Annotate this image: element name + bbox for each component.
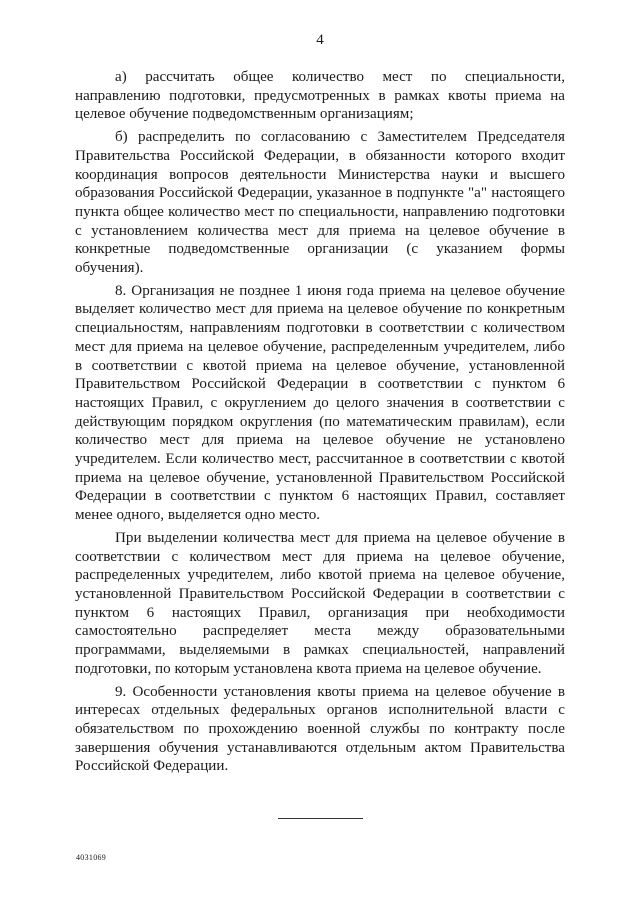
paragraph-point-9: 9. Особенности установления квоты приема на целевое обучение в интересах отдельных федеральных органов исполнительной власти с обязательством по прохождению военной службы по контракту после завершения обучения устанавливаются отдельным актом Правительства Российской Федерации. [75, 683, 565, 775]
paragraph-point-8: 8. Организация не позднее 1 июня года приема на целевое обучение выделяет количество мест для приема на целевое обучение по конкретным специальностям, направлениям подготовки в соответствии с количеством мест для приема на целевое обучение, распределенным учредителем, либо в соответствии с квотой приема на целевое обучение, установленной Правительством Российской Федерации в соответствии с пунктом 6 настоящих Правил, с округлением до целого значения в соответствии с действующим порядком округления (по математическим правилам), если количество мест для приема на целевое обучение не установлено учредителем. Если количество мест, рассчитанное в соответствии с квотой приема на целевое обучение, установленной Правительством Российской Федерации в соответствии с пунктом 6 настоящих Правил, составляет менее одного, выделяется одно место. [75, 282, 565, 524]
paragraph-subpoint-b: б) распределить по согласованию с Заместителем Председателя Правительства Российской Федерации, в обязанности которого входит координация вопросов деятельности Министерства науки и высшего образования Российской Федерации, указанное в подпункте "а" настоящего пункта общее количество мест по специальности, направлению подготовки с установлением количества мест для приема на целевое обучение в конкретные подведомственные организации (с указанием формы обучения). [75, 129, 565, 277]
paragraph-subpoint-a: а) рассчитать общее количество мест по специальности, направлению подготовки, предусмотренных в рамках квоты приема на целевое обучение подведомственным организациям; [75, 69, 565, 123]
paragraph-point-8-continuation: При выделении количества мест для приема на целевое обучение в соответствии с количеством мест для приема на целевое обучение, распределенных учредителем, либо квотой приема на целевое обучение, установленной Правительством Российской Федерации в соответствии с пунктом 6 настоящих Правил, организация при необходимости самостоятельно распределяет места между образовательными программами, выделяемыми в рамках специальностей, направлений подготовки, по которым установлена квота приема на целевое обучение. [75, 529, 565, 677]
end-separator-line [278, 818, 363, 819]
page-number: 4 [316, 32, 324, 48]
document-body [75, 68, 565, 776]
document-code: 4031069 [76, 853, 107, 862]
